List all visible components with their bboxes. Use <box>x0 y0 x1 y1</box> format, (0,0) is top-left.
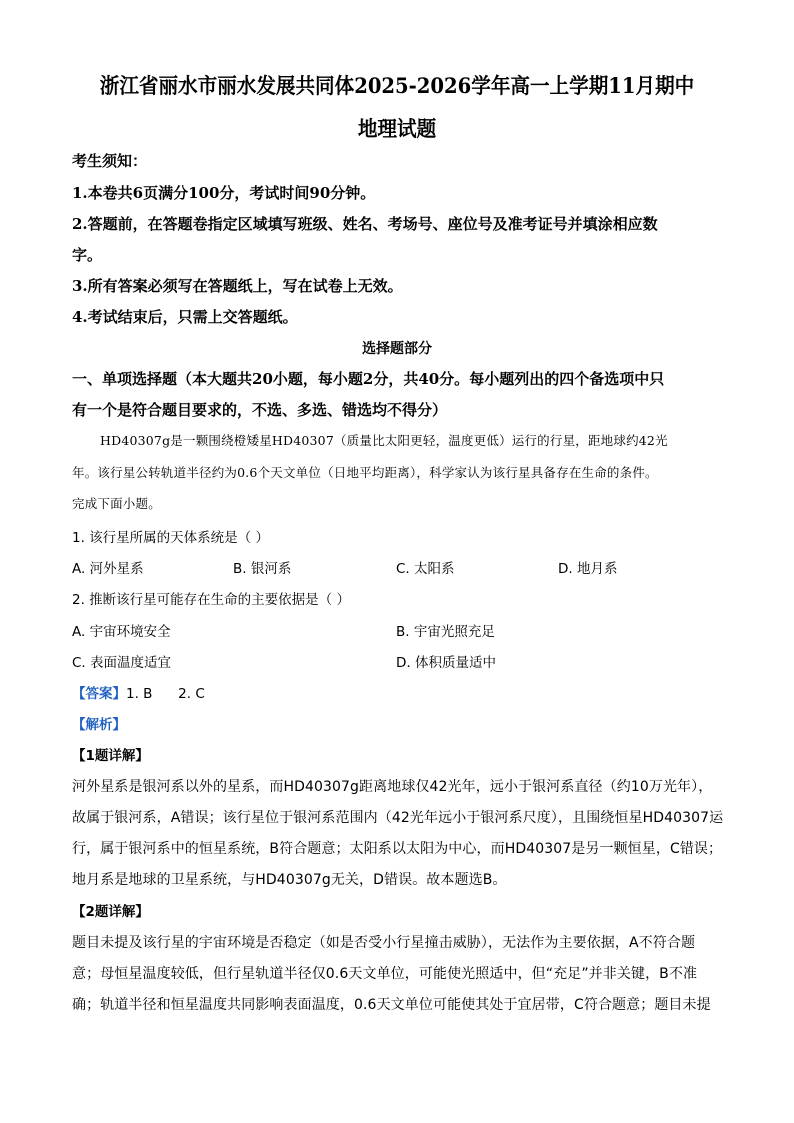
detail-1-label: 【1题详解】 <box>72 748 149 764</box>
document-subtitle: 地理试题 <box>357 116 437 141</box>
question-1-stem: 1. 该行星所属的天体系统是（ ） <box>72 530 269 546</box>
answer-label: 【答案】 <box>72 686 126 702</box>
detail-1-line: 故属于银河系，A错误；该行星位于银河系范围内（42光年远小于银河系尺度），且围绕恒星HD40307运 <box>72 810 724 826</box>
notice-item: 1.本卷共6页满分100分，考试时间90分钟。 <box>72 184 376 202</box>
detail-1-line: 地月系是地球的卫星系统，与HD40307g无关，D错误。故本题选B。 <box>72 872 507 888</box>
detail-2-line: 意；母恒星温度较低，但行星轨道半径仅0.6天文单位，可能使光照适中，但“充足”并非关键，B不准 <box>72 966 698 982</box>
detail-1-line: 河外星系是银河系以外的星系，而HD40307g距离地球仅42光年，远小于银河系直径（约10万光年）， <box>72 779 713 795</box>
question-2-option-b: B. 宇宙光照充足 <box>396 624 495 640</box>
notice-heading: 考生须知： <box>72 152 148 170</box>
question-1-option-c: C. 太阳系 <box>396 561 455 577</box>
notice-item: 2.答题前，在答题卷指定区域填写班级、姓名、考场号、座位号及准考证号并填涂相应数 <box>72 215 658 233</box>
detail-2-line: 确；轨道半径和恒星温度共同影响表面温度，0.6天文单位可能使其处于宜居带，C符合题意；题目未提 <box>72 997 711 1013</box>
notice-item: 3.所有答案必须写在答题纸上，写在试卷上无效。 <box>72 277 403 295</box>
question-1-option-d: D. 地月系 <box>558 561 618 577</box>
question-2-stem: 2. 推断该行星可能存在生命的主要依据是（ ） <box>72 592 350 608</box>
question-1-option-b: B. 银河系 <box>233 561 292 577</box>
question-2-option-d: D. 体积质量适中 <box>396 655 496 671</box>
answer-values: 1. B 2. C <box>126 686 205 702</box>
question-2-option-c: C. 表面温度适宜 <box>72 655 172 671</box>
question-1-option-a: A. 河外星系 <box>72 561 144 577</box>
passage-line: 完成下面小题。 <box>72 496 161 511</box>
section-title: 选择题部分 <box>362 341 432 357</box>
document-title: 浙江省丽水市丽水发展共同体2025-2026学年高一上学期11月期中 <box>99 73 695 98</box>
part-instructions: 有一个是符合题目要求的，不选、多选、错选均不得分） <box>72 401 448 419</box>
question-2-option-a: A. 宇宙环境安全 <box>72 624 171 640</box>
passage-line: HD40307g是一颗围绕橙矮星HD40307（质量比太阳更轻，温度更低）运行的行星，距地球约42光 <box>100 433 668 448</box>
analysis-label: 【解析】 <box>72 717 126 733</box>
notice-item: 4.考试结束后，只需上交答题纸。 <box>72 308 298 326</box>
detail-2-label: 【2题详解】 <box>72 904 149 920</box>
answer-row <box>72 682 205 702</box>
part-instructions: 一、单项选择题（本大题共20小题，每小题2分，共40分。每小题列出的四个备选项中只 <box>72 370 665 388</box>
passage-line: 年。该行星公转轨道半径约为0.6个天文单位（日地平均距离），科学家认为该行星具备存在生命的条件。 <box>72 465 658 480</box>
detail-2-line: 题目未提及该行星的宇宙环境是否稳定（如是否受小行星撞击威胁），无法作为主要依据，A不符合题 <box>72 935 696 951</box>
detail-1-line: 行，属于银河系中的恒星系统，B符合题意；太阳系以太阳为中心，而HD40307是另一颗恒星，C错误； <box>72 841 723 857</box>
notice-item: 字。 <box>72 246 103 264</box>
